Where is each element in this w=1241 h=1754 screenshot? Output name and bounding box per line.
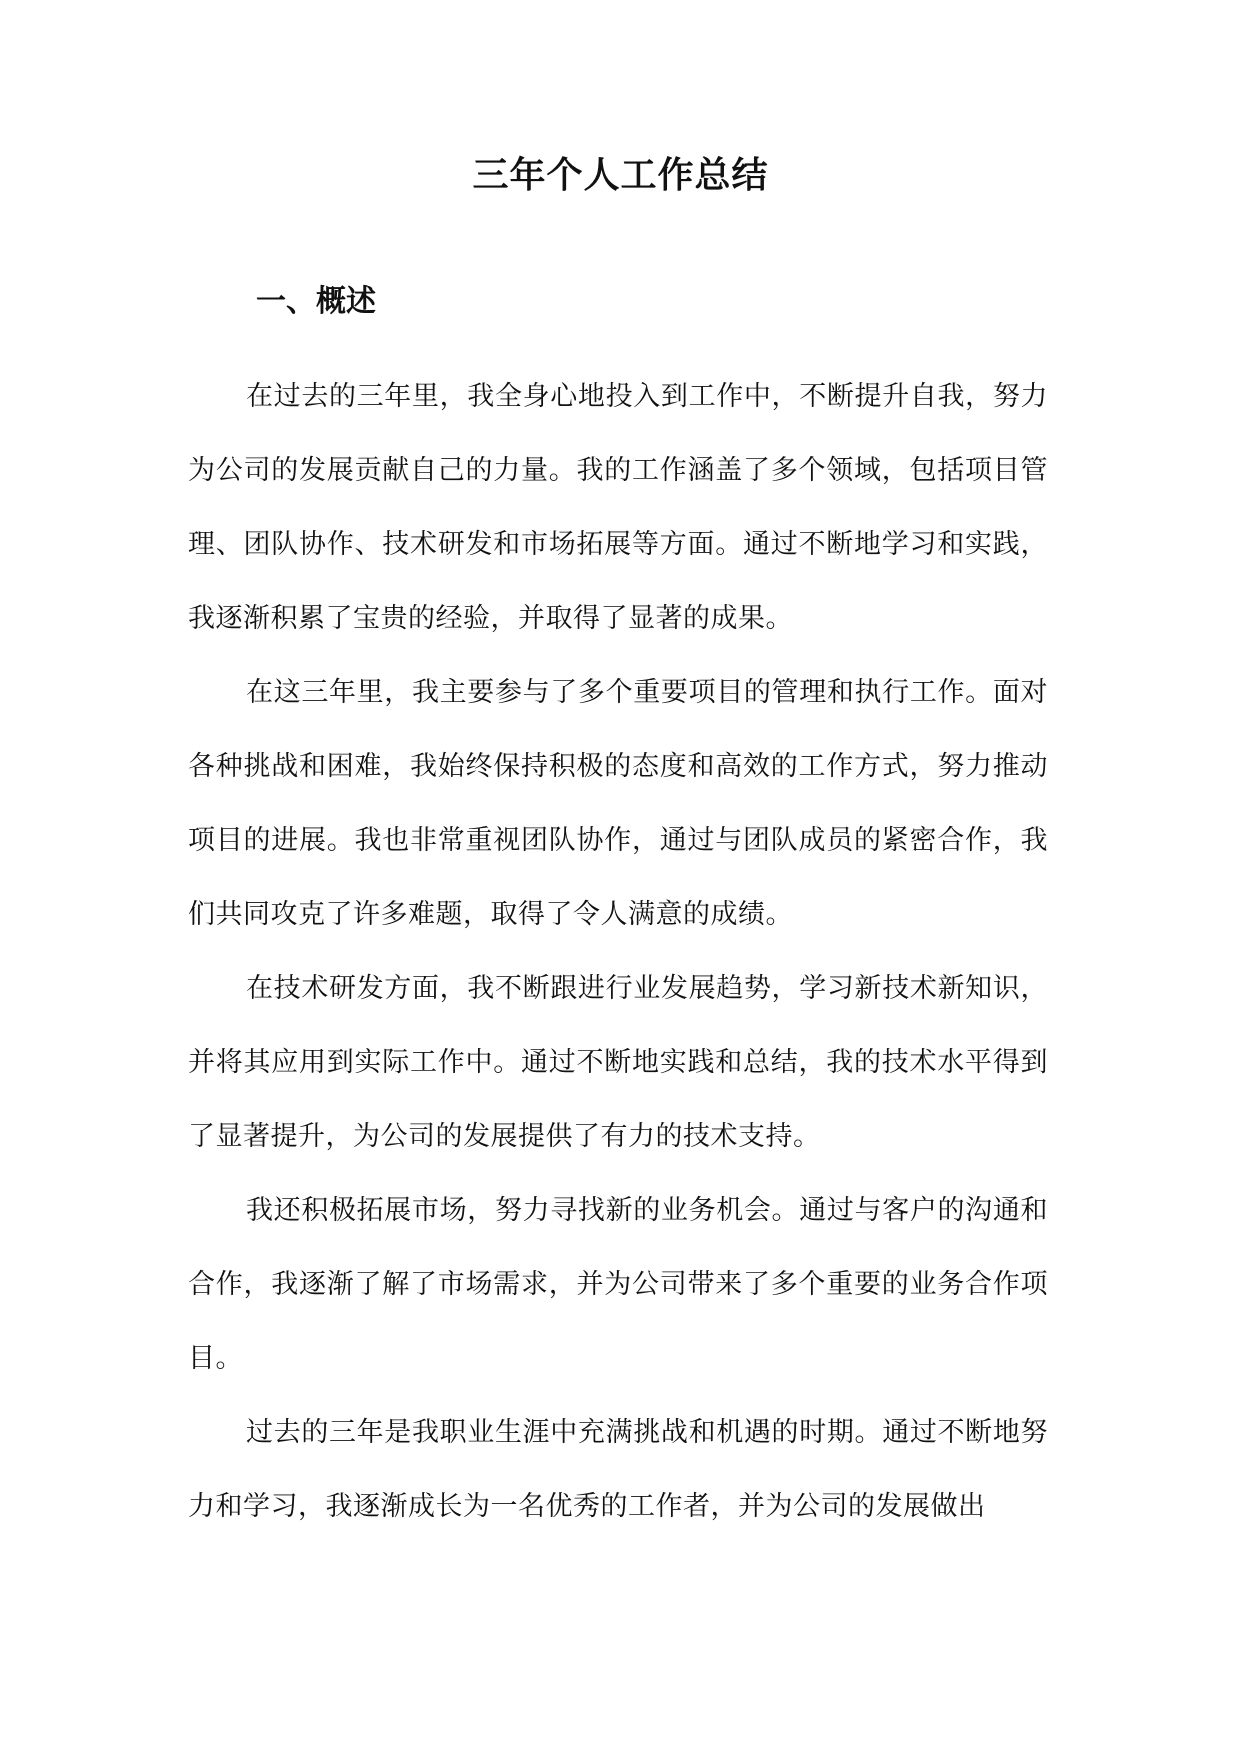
paragraph: 过去的三年是我职业生涯中充满挑战和机遇的时期。通过不断地努力和学习，我逐渐成长为一名优秀的工作者，并为公司的发展做出 xyxy=(188,1417,1048,1522)
paragraph: 在这三年里，我主要参与了多个重要项目的管理和执行工作。面对各种挑战和困难，我始终保持积极的态度和高效的工作方式，努力推动项目的进展。我也非常重视团队协作，通过与团队成员的紧密合作，我们共同攻克了许多难题，取得了令人满意的成绩。 xyxy=(188,677,1048,930)
section-heading: 一、概述 xyxy=(256,284,376,319)
document-title: 三年个人工作总结 xyxy=(472,155,769,196)
paragraph: 我还积极拓展市场，努力寻找新的业务机会。通过与客户的沟通和合作，我逐渐了解了市场需求，并为公司带来了多个重要的业务合作项目。 xyxy=(188,1195,1048,1374)
paragraph: 在技术研发方面，我不断跟进行业发展趋势，学习新技术新知识，并将其应用到实际工作中。通过不断地实践和总结，我的技术水平得到了显著提升，为公司的发展提供了有力的技术支持。 xyxy=(188,973,1048,1152)
paragraph: 在过去的三年里，我全身心地投入到工作中，不断提升自我，努力为公司的发展贡献自己的力量。我的工作涵盖了多个领域，包括项目管理、团队协作、技术研发和市场拓展等方面。通过不断地学习和实践，我逐渐积累了宝贵的经验，并取得了显著的成果。 xyxy=(188,381,1048,634)
document-body xyxy=(188,360,1048,1544)
